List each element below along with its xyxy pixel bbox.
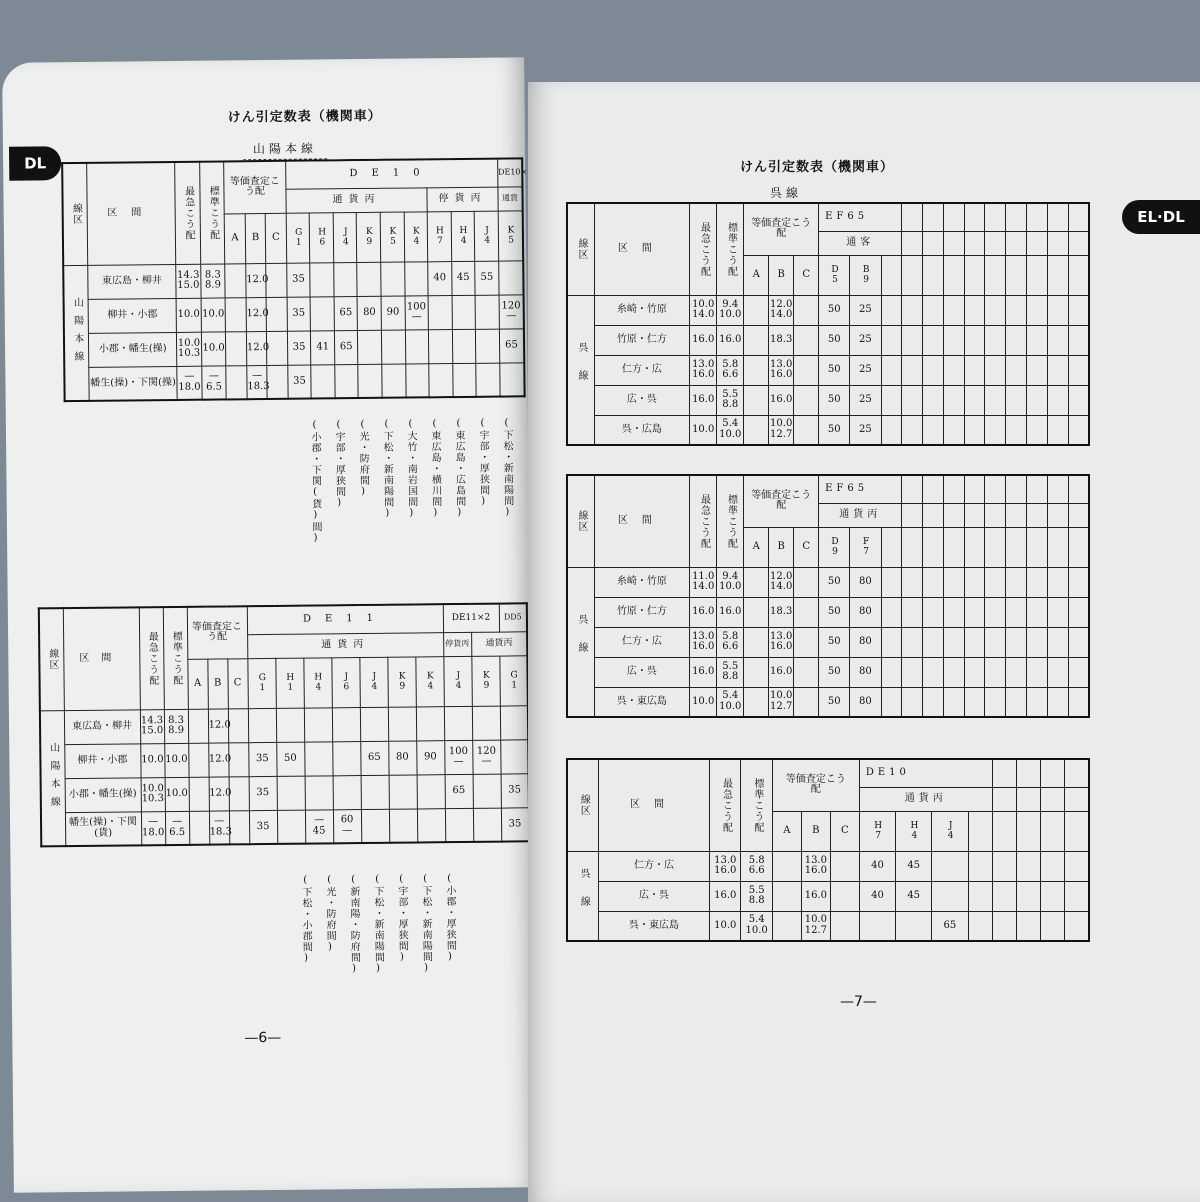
table-cell: 柳井・小郡: [89, 310, 176, 321]
table-cell: 12.0: [208, 720, 227, 731]
table-cell: 80: [850, 667, 880, 678]
equivalent-grade-header: 等価査定こう配: [189, 622, 245, 644]
header-cell: 区間: [599, 800, 709, 811]
class-header: G1: [293, 228, 303, 248]
table-cell: — 18.3: [247, 371, 267, 392]
table-cell: 16.0: [690, 607, 716, 618]
group-header: 通客: [846, 237, 874, 248]
eldl-tab: EL·DL: [1122, 200, 1200, 234]
table-cell: 小郡・幡生(操): [89, 344, 176, 355]
table-cell: 25: [850, 365, 880, 376]
right-line-subtitle: 呉線: [760, 184, 812, 204]
table-cell: 45: [452, 273, 475, 284]
table-cell: — 18.0: [142, 817, 165, 838]
table-row: [567, 657, 1089, 687]
table-cell: 糸崎・竹原: [595, 577, 690, 588]
loco-type-header-2: DE11×2: [452, 613, 491, 623]
class-header: F7: [861, 537, 870, 557]
class-header: H6: [317, 227, 327, 247]
loco-type-header: DE10: [349, 167, 433, 179]
table-cell: 60 —: [333, 815, 360, 836]
loco-type-header-3: DD5: [504, 612, 522, 621]
route-note: (東広島・広島間): [442, 418, 467, 543]
table-cell: 25: [850, 425, 880, 436]
table-cell: 5.4 10.0: [741, 915, 771, 936]
table-cell: 12.0: [246, 275, 266, 286]
route-note: (下松・新南陽間): [409, 873, 434, 974]
col-c-header: C: [227, 658, 248, 708]
header-cell: 線区: [576, 238, 587, 260]
table-cell: 16.0: [717, 335, 743, 346]
page-number: —7—: [840, 994, 877, 1010]
table-cell: 10.0 12.7: [769, 691, 793, 712]
group-header: 停貨丙: [438, 192, 486, 204]
equivalent-grade-header: 等価査定こう配: [751, 491, 811, 512]
table-cell: 35: [287, 308, 310, 319]
table-cell: 12.0: [246, 309, 266, 320]
table-cell: 12.0: [209, 788, 228, 799]
table-cell: 10.0: [177, 309, 201, 320]
table-row: [64, 362, 524, 401]
col-c-header: C: [802, 541, 810, 552]
right-page: [528, 82, 1200, 1202]
table-row: [567, 851, 1089, 881]
class-header: B9: [861, 265, 870, 285]
table-row: [40, 705, 528, 744]
header-cell: 区間: [595, 244, 690, 255]
table-cell: 12.0 14.0: [769, 300, 793, 321]
ef65-freight-table: [566, 474, 1090, 718]
table-cell: 5.5 8.8: [717, 662, 743, 683]
table-cell: 25: [850, 395, 880, 406]
table-cell: 90: [417, 752, 444, 763]
table-cell: 小郡・幡生(操): [65, 789, 140, 800]
table-cell: 5.8 6.6: [717, 632, 743, 653]
loco-type-header: DE11: [303, 613, 387, 625]
table-cell: 11.0 14.0: [690, 572, 716, 593]
table-cell: 13.0 16.0: [690, 632, 716, 653]
route-note: (光・防府間): [313, 874, 338, 975]
table-cell: 25: [850, 335, 880, 346]
table-cell: 35: [287, 274, 310, 285]
equivalent-grade-header: 等価査定こう配: [227, 177, 283, 199]
table-cell: 80: [850, 697, 880, 708]
table-cell: 55: [475, 272, 498, 283]
table-cell: 120 —: [499, 301, 522, 322]
table-cell: 80: [850, 577, 880, 588]
class-header: J4: [945, 821, 954, 841]
table-cell: 25: [850, 305, 880, 316]
table-cell: 41: [311, 342, 334, 353]
class-header: H1: [285, 673, 295, 693]
standard-grade-header: 標準こう配: [170, 631, 181, 686]
table-cell: 10.0 12.7: [769, 419, 793, 440]
class-header: J4: [369, 672, 379, 692]
table-cell: 10.0 10.3: [141, 784, 164, 805]
table-cell: 14.3 15.0: [140, 716, 163, 737]
table-cell: 35: [288, 342, 311, 353]
loco-type-header-2: DE10×: [498, 167, 527, 176]
equivalent-grade-header: 等価査定こう配: [751, 219, 811, 240]
table-cell: 50: [277, 753, 304, 764]
table-cell: 13.0 16.0: [769, 360, 793, 381]
col-b-header: B: [812, 825, 819, 836]
group-header: 通貨丙: [905, 793, 947, 804]
table-cell: — 6.5: [202, 372, 226, 393]
table-cell: 5.4 10.0: [717, 691, 743, 712]
table-cell: 9.4 10.0: [717, 572, 743, 593]
col-b-header: B: [207, 658, 228, 708]
table-row: [567, 295, 1089, 325]
table-cell: 50: [819, 667, 849, 678]
table-row: [567, 385, 1089, 415]
table-cell: 5.8 6.6: [741, 856, 771, 877]
de10-route-notes: [298, 417, 515, 544]
table-row: [41, 773, 529, 812]
table-cell: 16.0: [690, 395, 716, 406]
table-cell: 10.0: [141, 755, 164, 766]
table-cell: 50: [819, 607, 849, 618]
loco-type-header: DE10: [866, 767, 910, 778]
col-b-header: B: [245, 213, 266, 263]
table-cell: 10.0 12.7: [802, 915, 830, 936]
table-row: [63, 260, 523, 299]
table-cell: 65: [335, 308, 358, 319]
table-row: [41, 807, 529, 846]
route-note: (下松・新南陽間): [490, 417, 515, 542]
table-cell: 12.0 14.0: [769, 572, 793, 593]
table-cell: 9.4 10.0: [717, 300, 743, 321]
col-c-header: C: [841, 825, 849, 836]
standard-grade-header: 標準こう配: [207, 185, 218, 240]
class-header: K9: [397, 672, 407, 692]
table-cell: 16.0: [769, 667, 793, 678]
table-cell: 80: [358, 308, 381, 319]
table-cell: — 45: [306, 816, 333, 837]
de10-table: [61, 157, 525, 402]
group-header: 通貨丙: [321, 639, 369, 651]
table-cell: 65: [335, 342, 358, 353]
table-row: [567, 911, 1089, 941]
header-cell: 標準こう配: [725, 222, 736, 277]
page-number: —6—: [244, 1030, 281, 1046]
table-cell: — 18.0: [178, 372, 202, 393]
group-header: 通貨丙: [332, 194, 380, 206]
table-row: [567, 597, 1089, 627]
de11-table: [38, 602, 531, 847]
table-cell: 5.4 10.0: [717, 419, 743, 440]
table-cell: 16.0: [802, 891, 830, 902]
table-cell: — 6.5: [166, 817, 189, 838]
route-note: (小郡・厚狭間): [433, 873, 458, 974]
header-cell: 標準こう配: [725, 494, 736, 549]
route-note: (下松・小郡間): [289, 875, 314, 976]
group-header: 通貨: [502, 193, 518, 202]
col-a-header: A: [753, 269, 760, 280]
route-note: (宇部・厚狭間): [322, 419, 347, 544]
table-cell: 50: [819, 425, 849, 436]
table-cell: 40: [860, 861, 895, 872]
line-name: 呉線: [576, 614, 587, 670]
table-cell: 50: [819, 305, 849, 316]
table-cell: 35: [249, 788, 276, 799]
group-header: 停貨丙: [445, 639, 469, 648]
table-row: [567, 415, 1089, 445]
de10-kure-table: [566, 758, 1090, 942]
class-header: H4: [458, 226, 468, 246]
table-cell: 10.0: [690, 425, 716, 436]
left-page: [2, 57, 536, 1192]
ef65-passenger-table: [566, 202, 1090, 446]
col-a-header: A: [783, 825, 790, 836]
section-header: 区間: [64, 653, 139, 664]
table-cell: 10.0: [165, 755, 188, 766]
route-note: (下松・新南陽間): [361, 874, 386, 975]
header-cell: 最急こう配: [698, 222, 709, 277]
table-cell: 16.0: [710, 891, 740, 902]
table-cell: 8.3 8.9: [201, 270, 225, 291]
header-cell: 最急こう配: [720, 778, 731, 833]
class-header: J4: [453, 671, 463, 691]
group-header: 通貨丙: [485, 638, 512, 648]
table-cell: 5.5 8.8: [741, 886, 771, 907]
class-header: K4: [411, 226, 421, 246]
table-cell: 65: [361, 753, 388, 764]
class-header: H4: [313, 672, 323, 692]
line-header: 線区: [70, 203, 81, 225]
table-cell: 13.0 16.0: [769, 632, 793, 653]
table-cell: 80: [389, 752, 416, 763]
table-cell: 仁方・広: [595, 365, 690, 376]
table-cell: 40: [860, 891, 895, 902]
class-header: K5: [387, 227, 397, 247]
table-cell: 16.0: [690, 335, 716, 346]
table-cell: 仁方・広: [595, 637, 690, 648]
class-header: G1: [257, 673, 267, 693]
col-a-header: A: [753, 541, 760, 552]
table-cell: 10.0: [165, 789, 188, 800]
table-cell: 18.3: [769, 335, 793, 346]
table-cell: 広・呉: [595, 667, 690, 678]
table-cell: 8.3 8.9: [164, 715, 187, 736]
route-note: (東広島・横川間): [418, 418, 443, 543]
header-cell: 線区: [578, 794, 589, 816]
header-cell: 最急こう配: [698, 494, 709, 549]
table-cell: 東広島・柳井: [65, 721, 140, 732]
route-note: (宇部・厚狭間): [466, 418, 491, 543]
col-b-header: B: [778, 269, 785, 280]
table-cell: 13.0 16.0: [690, 360, 716, 381]
route-note: (小郡・下関(貨)間): [298, 419, 323, 544]
table-cell: 10.0 10.3: [177, 338, 201, 359]
table-cell: 40: [428, 273, 451, 284]
table-cell: 50: [819, 577, 849, 588]
table-cell: 65: [932, 921, 967, 932]
col-c-header: C: [265, 213, 286, 263]
section-header: 区間: [88, 208, 175, 219]
loco-type-header: EF65: [825, 211, 868, 222]
table-cell: 80: [850, 637, 880, 648]
header-cell: 線区: [576, 510, 587, 532]
line-name: 山陽本線: [71, 297, 82, 369]
class-header: H7: [434, 226, 444, 246]
table-cell: 呉・東広島: [595, 697, 690, 708]
table-cell: 広・呉: [595, 395, 690, 406]
table-cell: 120 —: [473, 746, 500, 767]
route-note: (光・防府間): [346, 419, 371, 544]
table-cell: 35: [502, 819, 529, 830]
class-header: J6: [341, 672, 351, 692]
table-cell: 45: [896, 861, 931, 872]
class-header: D5: [830, 265, 839, 285]
route-note: (新南陽・防府間): [337, 874, 362, 975]
line-header: 線区: [46, 648, 57, 670]
table-row: [567, 687, 1089, 717]
class-header: K4: [425, 671, 435, 691]
table-cell: 50: [819, 697, 849, 708]
left-page-title: けん引定数表（機関車）: [228, 105, 382, 126]
col-b-header: B: [778, 541, 785, 552]
table-cell: 35: [501, 785, 528, 796]
table-cell: 100 —: [445, 746, 472, 767]
table-cell: 呉・東広島: [599, 921, 709, 932]
class-header: G1: [509, 670, 519, 690]
table-row: [567, 627, 1089, 657]
header-cell: 標準こう配: [751, 778, 762, 833]
table-cell: 45: [896, 891, 931, 902]
steep-grade-header: 最急こう配: [146, 631, 157, 686]
table-row: [64, 328, 524, 367]
group-header: 通貨丙: [839, 509, 881, 520]
class-header: H7: [873, 821, 882, 841]
table-cell: 100 —: [405, 302, 428, 323]
header-cell: 区間: [595, 516, 690, 527]
table-cell: 竹原・仁方: [595, 335, 690, 346]
table-cell: 10.0: [690, 697, 716, 708]
table-cell: 10.0: [710, 921, 740, 932]
route-note: (大竹・南岩国間): [394, 418, 419, 543]
class-header: D9: [830, 537, 839, 557]
col-a-header: A: [225, 213, 246, 263]
table-cell: 35: [288, 376, 311, 387]
table-cell: 柳井・小郡: [65, 755, 140, 766]
table-cell: 仁方・広: [599, 861, 709, 872]
table-cell: 幡生(操)・下関(貨): [66, 818, 141, 840]
table-cell: 広・呉: [599, 891, 709, 902]
table-cell: 35: [250, 821, 277, 832]
table-cell: 16.0: [769, 395, 793, 406]
table-row: [567, 355, 1089, 385]
table-cell: 呉・広島: [595, 425, 690, 436]
table-cell: 50: [819, 335, 849, 346]
table-cell: 東広島・柳井: [88, 276, 175, 287]
table-cell: 10.0 14.0: [690, 300, 716, 321]
table-cell: 50: [819, 395, 849, 406]
table-cell: 糸崎・竹原: [595, 305, 690, 316]
table-cell: 10.0: [202, 343, 226, 354]
table-cell: 12.0: [209, 754, 228, 765]
route-note: (宇部・厚狭間): [385, 874, 410, 975]
table-cell: 16.0: [717, 607, 743, 618]
col-c-header: C: [802, 269, 810, 280]
table-cell: 18.3: [769, 607, 793, 618]
table-cell: 5.5 8.8: [717, 390, 743, 411]
table-row: [64, 294, 524, 333]
table-cell: 13.0 16.0: [710, 856, 740, 877]
class-header: J4: [482, 226, 492, 246]
dl-tab: DL: [9, 146, 61, 181]
table-cell: 50: [819, 637, 849, 648]
table-cell: 16.0: [690, 667, 716, 678]
table-cell: — 18.3: [210, 817, 229, 838]
right-page-title: けん引定数表（機関車）: [740, 156, 894, 175]
table-row: [567, 881, 1089, 911]
line-name: 山陽本線: [47, 742, 58, 814]
loco-type-header: EF65: [825, 483, 868, 494]
table-cell: 90: [382, 307, 405, 318]
table-cell: 14.3 15.0: [176, 270, 200, 291]
table-cell: 12.0: [247, 343, 267, 354]
table-cell: 50: [819, 365, 849, 376]
table-row: [567, 325, 1089, 355]
steep-grade-header: 最急こう配: [182, 186, 193, 241]
left-line-subtitle: 山陽本線: [243, 139, 327, 160]
table-cell: 竹原・仁方: [595, 607, 690, 618]
table-cell: 13.0 16.0: [802, 856, 830, 877]
route-note: (下松・新南陽間): [370, 419, 395, 544]
class-header: K9: [481, 671, 491, 691]
table-row: [40, 739, 528, 778]
table-cell: 35: [249, 754, 276, 765]
col-a-header: A: [187, 659, 208, 709]
table-cell: 10.0: [201, 309, 225, 320]
line-name: 呉線: [576, 342, 587, 398]
class-header: K5: [506, 225, 516, 245]
table-cell: 65: [500, 340, 523, 351]
table-row: [567, 567, 1089, 597]
class-header: H4: [909, 821, 918, 841]
equivalent-grade-header: 等価査定こう配: [786, 775, 846, 796]
table-cell: 5.8 6.6: [717, 360, 743, 381]
table-cell: 65: [445, 786, 472, 797]
line-name: 呉線: [578, 868, 589, 924]
class-header: K9: [364, 227, 374, 247]
table-cell: 幡生(操)・下関(操): [89, 377, 176, 388]
class-header: J4: [340, 227, 350, 247]
table-cell: 80: [850, 607, 880, 618]
de11-route-notes: [289, 873, 458, 976]
